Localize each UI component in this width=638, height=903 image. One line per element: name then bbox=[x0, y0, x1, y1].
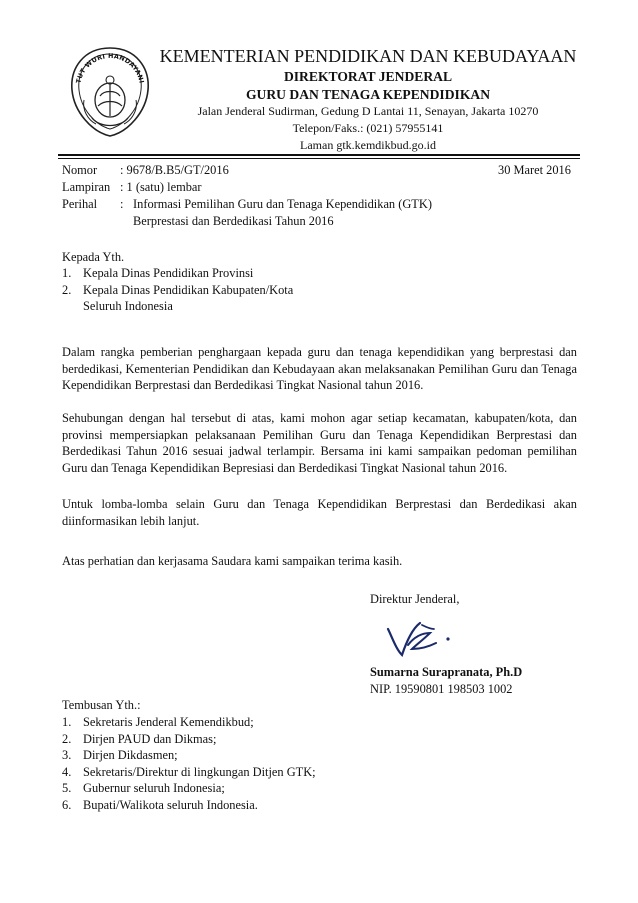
body-paragraph-2: Sehubungan dengan hal tersebut di atas, kami mohon agar setiap kecamatan, kabupaten/kota, dan provinsi mempersiapkan pelaksanaan Pemilihan Guru dan Tenaga Kependidikan Berprestasi dan Berdedikasi Tahun 2016 sesuai jadwal terlampir. Bersama ini kami sampaikan pedoman pemilihan Guru dan Tenaga Kependidikan Bepresiasi dan Berdedikasi Tingkat Nasional tahun 2016. bbox=[62, 411, 577, 475]
lampiran-label: Lampiran bbox=[62, 180, 111, 194]
letterhead-divider bbox=[58, 154, 580, 156]
letterhead-phone: Telepon/Faks.: (021) 57955141 bbox=[292, 121, 444, 135]
letterhead-directorate: DIREKTORAT JENDERAL bbox=[283, 69, 453, 84]
recipient-item: Kepala Dinas Pendidikan Provinsi bbox=[83, 266, 254, 280]
recipients-heading: Kepada Yth. bbox=[62, 250, 125, 264]
body-paragraph-1: Dalam rangka pemberian penghargaan kepada guru dan tenaga kependidikan yang berprestasi dan berdedikasi, Kementerian Pendidikan dan Kebudayaan akan melaksanakan Pemilihan Guru dan Tenaga Kependidikan Berprestasi dan Berdedikasi Tingkat Nasional tahun 2016. bbox=[62, 345, 577, 392]
cc-item: Dirjen Dikdasmen; bbox=[83, 748, 178, 762]
recipient-number: 2. bbox=[62, 283, 72, 297]
letterhead-address: Jalan Jenderal Sudirman, Gedung D Lantai 11, Senayan, Jakarta 10270 bbox=[197, 104, 539, 118]
signature-title: Direktur Jenderal, bbox=[370, 592, 460, 606]
body-paragraph-3: Untuk lomba-lomba selain Guru dan Tenaga Kependidikan Berprestasi dan Berdedikasi akan diinformasikan lebih lanjut. bbox=[62, 497, 577, 528]
perihal-label: Perihal bbox=[62, 197, 98, 211]
recipient-extra: Seluruh Indonesia bbox=[83, 299, 173, 313]
nomor-label: Nomor bbox=[62, 163, 98, 177]
letterhead-website: Laman gtk.kemdikbud.go.id bbox=[300, 138, 436, 152]
cc-heading: Tembusan Yth.: bbox=[62, 698, 141, 712]
cc-item: Sekretaris/Direktur di lingkungan Ditjen GTK; bbox=[83, 765, 316, 779]
body-paragraph-4: Atas perhatian dan kerjasama Saudara kami sampaikan terima kasih. bbox=[62, 554, 403, 568]
perihal-colon: : bbox=[120, 197, 124, 211]
recipient-number: 1. bbox=[62, 266, 72, 280]
cc-number: 2. bbox=[62, 732, 72, 746]
cc-number: 4. bbox=[62, 765, 72, 779]
letterhead-division: GURU DAN TENAGA KEPENDIDIKAN bbox=[245, 87, 491, 102]
cc-item: Gubernur seluruh Indonesia; bbox=[83, 781, 225, 795]
lampiran-value: : 1 (satu) lembar bbox=[120, 180, 202, 194]
letter-date: 30 Maret 2016 bbox=[498, 163, 571, 177]
cc-item: Dirjen PAUD dan Dikmas; bbox=[83, 732, 217, 746]
perihal-line-2: Berprestasi dan Berdedikasi Tahun 2016 bbox=[133, 214, 334, 228]
cc-number: 1. bbox=[62, 715, 72, 729]
cc-item: Bupati/Walikota seluruh Indonesia. bbox=[83, 798, 258, 812]
signatory-name: Sumarna Surapranata, Ph.D bbox=[370, 665, 523, 679]
letterhead-ministry: KEMENTERIAN PENDIDIKAN DAN KEBUDAYAAN bbox=[159, 46, 577, 66]
cc-number: 3. bbox=[62, 748, 72, 762]
signatory-nip: NIP. 19590801 198503 1002 bbox=[370, 682, 513, 696]
logo-motto: TUT WURI HANDAYANI bbox=[74, 51, 146, 85]
nomor-value: : 9678/B.B5/GT/2016 bbox=[120, 163, 229, 177]
handwritten-signature-icon bbox=[382, 615, 472, 659]
perihal-line-1: Informasi Pemilihan Guru dan Tenaga Kependidikan (GTK) bbox=[133, 197, 432, 211]
cc-item: Sekretaris Jenderal Kemendikbud; bbox=[83, 715, 254, 729]
recipient-item: Kepala Dinas Pendidikan Kabupaten/Kota bbox=[83, 283, 294, 297]
cc-number: 6. bbox=[62, 798, 72, 812]
letterhead-divider-thin bbox=[58, 158, 580, 159]
cc-number: 5. bbox=[62, 781, 72, 795]
